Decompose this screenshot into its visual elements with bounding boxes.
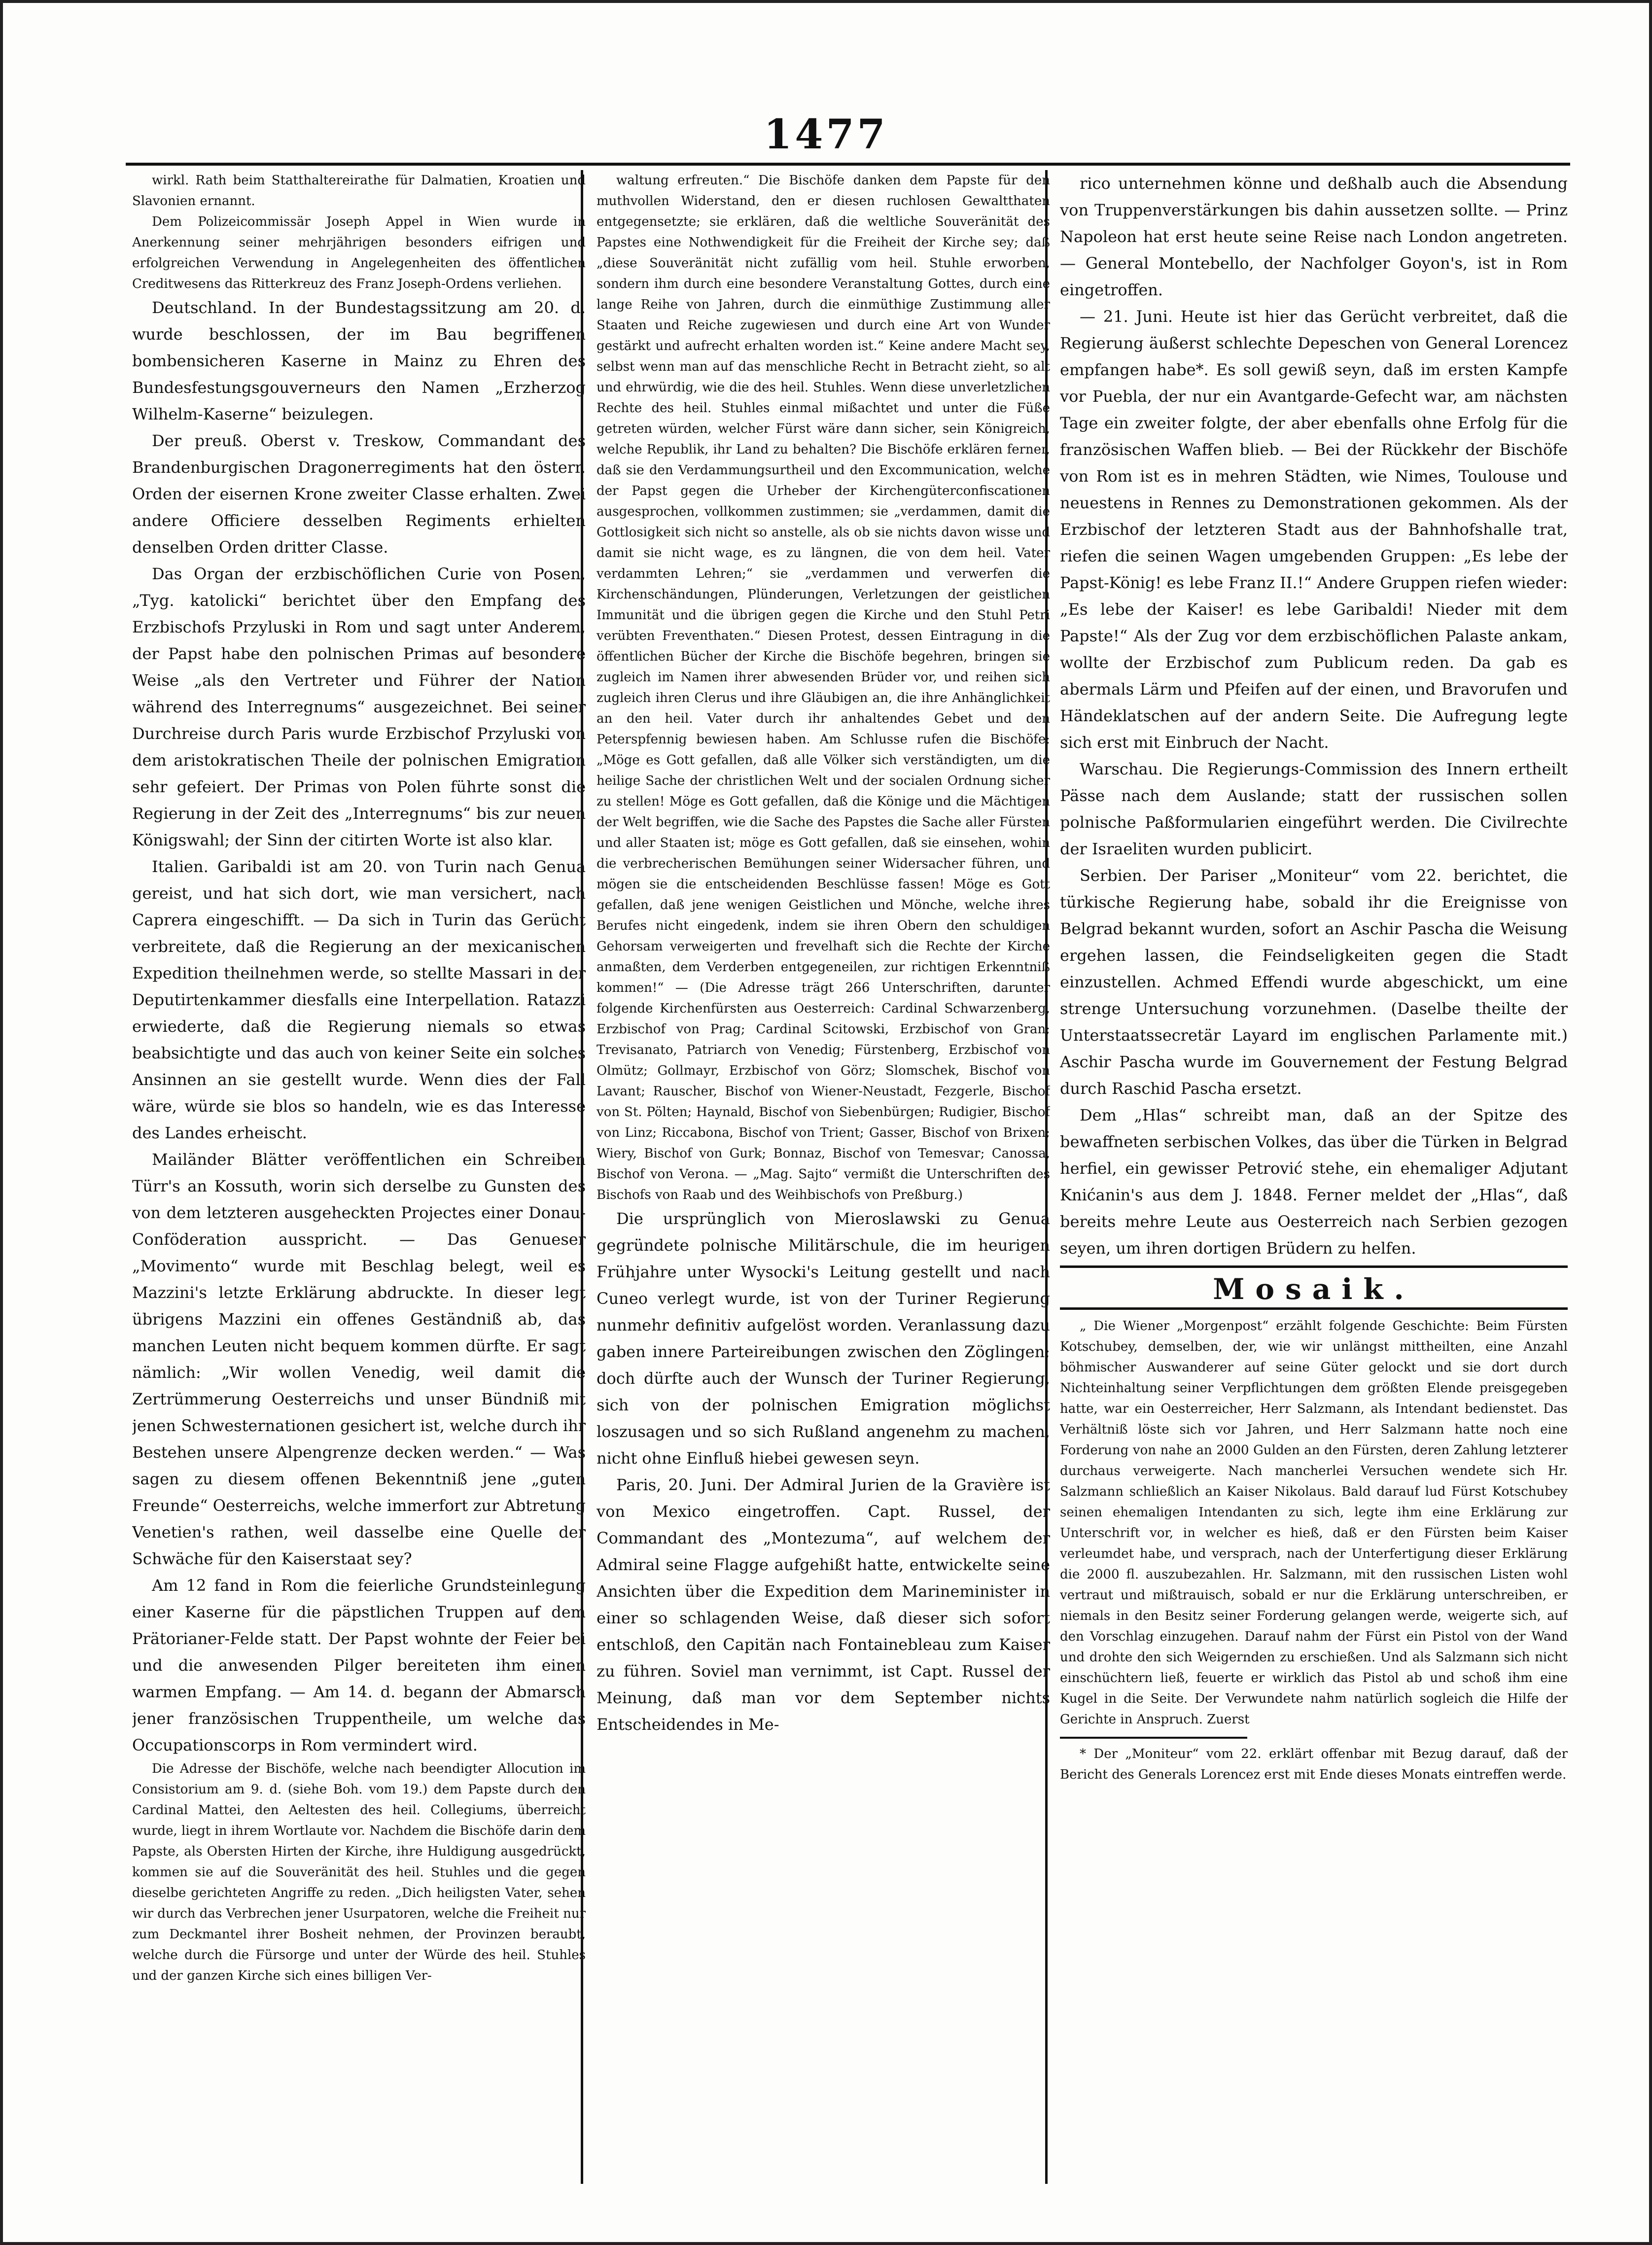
article-paragraph: Italien. Garibaldi ist am 20. von Turin nach Genua gereist, und hat sich dort, wie man versichert, nach Caprera eingeschifft. — Da sich in Turin das Gerücht verbreitete, daß die Regierung an der mexicanischen Expedition theilnehmen werde, so stellte Massari in der Deputirtenkammer diesfalls eine Interpellation. Ratazzi erwiederte, daß die Regierung niemals so etwas beabsichtigte und das auch von keiner Seite ein solches Ansinnen an sie gestellt wurde. Wenn dies der Fall wäre, würde sie blos so handeln, wie es das Interesse des Landes erheischt. [132, 857, 586, 1142]
article-paragraph: Am 12 fand in Rom die feierliche Grundsteinlegung einer Kaserne für die päpstlichen Truppen auf dem Prätorianer-Felde statt. Der Papst wohnte der Feier bei und die anwesenden Pilger bereiteten ihm einen warmen Empfang. — Am 14. d. begann der Abmarsch jener französischen Truppentheile, um welche das Occupationscorps in Rom vermindert wird. [132, 1576, 586, 1754]
article-paragraph: Dem „Hlas“ schreibt man, daß an der Spitze des bewaffneten serbischen Volkes, das über die Türken in Belgrad herfiel, ein gewisser Petrović stehe, ein ehemaliger Adjutant Knićanin's aus dem J. 1848. Ferner meldet der „Hlas“, daß bereits mehre Leute aus Oesterreich nach Serbien gezogen seyen, um ihren dortigen Brüdern zu helfen. [1060, 1106, 1568, 1258]
section-rule [1060, 1265, 1568, 1268]
article-paragraph: Die ursprünglich von Mieroslawski zu Genua gegründete polnische Militärschule, die im heurigen Frühjahre unter Wysocki's Leitung gestellt und nach Cuneo verlegt wurde, ist von der Turiner Regierung nunmehr definitiv aufgelöst worden. Veranlassung dazu gaben innere Parteireibungen zwischen den Zöglingen; doch dürfte auch der Wunsch der Turiner Regierung, sich von der polnischen Emigration möglichst loszusagen und so sich Rußland angenehm zu machen, nicht ohne Einfluß hiebei gewesen seyn. [597, 1209, 1050, 1468]
page-number: 1477 [764, 111, 888, 158]
section-rule [1060, 1307, 1568, 1310]
article-paragraph: Der preuß. Oberst v. Treskow, Commandant des Brandenburgischen Dragonerregiments hat den österr. Orden der eisernen Krone zweiter Classe erhalten. Zwei andere Officiere desselben Regiments erhielten denselben Orden dritter Classe. [132, 431, 586, 557]
article-paragraph: Paris, 20. Juni. Der Admiral Jurien de la Gravière ist von Mexico eingetroffen. Capt. Russel, der Commandant des „Montezuma“, auf welchem der Admiral seine Flagge aufgehißt hatte, entwickelte seine Ansichten über die Expedition dem Marineminister in einer so schlagenden Weise, daß dieser sich sofort entschloß, den Capitän nach Fontainebleau zum Kaiser zu führen. Soviel man vernimmt, ist Capt. Russel der Meinung, daß man vor dem September nichts Entscheidendes in Me- [597, 1475, 1050, 1734]
article-paragraph: wirkl. Rath beim Statthaltereirathe für Dalmatien, Kroatien und Slavonien ernannt. [132, 173, 586, 209]
article-paragraph: Das Organ der erzbischöflichen Curie von Posen, „Tyg. katolicki“ berichtet über den Empfang des Erzbischofs Przyluski in Rom und sagt unter Anderem, der Papst habe den polnischen Primas auf besondere Weise „als den Vertreter und Führer der Nation während des Interregnums“ ausgezeichnet. Bei seiner Durchreise durch Paris wurde Erzbischof Przyluski von dem aristokratischen Theile der polnischen Emigration sehr gefeiert. Der Primas von Polen führte sonst die Regierung in der Zeit des „Interregnums“ bis zur neuen Königswahl; der Sinn der citirten Worte ist also klar. [132, 564, 586, 849]
article-paragraph: Serbien. Der Pariser „Moniteur“ vom 22. berichtet, die türkische Regierung habe, sobald ihr die Ereignisse von Belgrad bekannt wurden, sofort an Aschir Pascha die Weisung ergehen lassen, die Feindseligkeiten gegen die Stadt einzustellen. Achmed Effendi wurde abgeschickt, um eine strenge Untersuchung vorzunehmen. (Daselbe theilte der Unterstaatssecretär Layard im englischen Parlamente mit.) Aschir Pascha wurde im Gouvernement der Festung Belgrad durch Raschid Pascha ersetzt. [1060, 866, 1568, 1098]
article-paragraph: waltung erfreuten.“ Die Bischöfe danken dem Papste für den muthvollen Widerstand, den er diesen ruchlosen Gewaltthaten entgegensetzte; sie erklären, daß die weltliche Souveränität des Papstes eine Nothwendigkeit für die Freiheit der Kirche sey; daß „diese Souveränität nicht zufällig vom heil. Stuhle erworben, sondern ihm durch eine besondere Veranstaltung Gottes, durch eine lange Reihe von Jahren, durch die einmüthige Zustimmung aller Staaten und Reiche zugewiesen und durch eine Art von Wunder gestärkt und aufrecht erhalten worden ist.“ Keine andere Macht sey, selbst wenn man auf das menschliche Recht in Betracht zieht, so alt und ehrwürdig, wie die des heil. Stuhles. Wenn diese unverletzlichen Rechte des heil. Stuhles einmal mißachtet und unter die Füße getreten würden, welcher Fürst wäre dann sicher, sein Königreich, welche Republik, ihr Land zu behalten? Die Bischöfe erklären ferner, daß sie den Verdammungsurtheil und den Excommunication, welche der Papst gegen die Urheber der Kirchengüterconfiscationen ausgesprochen, vollkommen zustimmen; sie „verdammen, damit die Gottlosigkeit sich nicht so anstelle, als ob sie nichts davon wisse und damit sie nicht wage, es zu längnen, die von dem heil. Vater verdammten Lehren;“ sie „verdammen und verwerfen die Kirchenschändungen, Plünderungen, Verletzungen der geistlichen Immunität und die übrigen gegen die Kirche und den Stuhl Petri verübten Freventhaten.“ Diesen Protest, dessen Eintragung in die öffentlichen Bücher der Kirche die Bischöfe begehren, bringen sie zugleich im Namen ihrer abwesenden Brüder vor, und reihen sich zugleich ihren Clerus und ihre Gläubigen an, die ihre Anhänglichkeit an den heil. Vater durch ihr anhaltendes Gebet und den Peterspfennig bewiesen haben. Am Schlusse rufen die Bischöfe: „Möge es Gott gefallen, daß alle Völker sich verständigten, um die heilige Sache der christlichen Welt und der socialen Ordnung sicher zu stellen! Möge es Gott gefallen, daß die Könige und die Mächtigen der Welt begriffen, wie die Sache des Papstes die Sache aller Fürsten und aller Staaten ist; möge es Gott gefallen, daß sie einsehen, wohin die verbrecherischen Bemühungen seiner Widersacher führen, und mögen sie die entscheidenden Beschlüsse fassen! Möge es Gott gefallen, daß jene wenigen Geistlichen und Mönche, welche ihres Berufes nicht eingedenk, indem sie ihren Obern den schuldigen Gehorsam verweigerten und frevelhaft sich die Rechte der Kirche anmaßten, dem Verderben entgegeneilen, zur richtigen Erkenntniß kommen!“ — (Die Adresse trägt 266 Unterschriften, darunter folgende Kirchenfürsten aus Oesterreich: Cardinal Schwarzenberg, Erzbischof von Prag; Cardinal Scitowski, Erzbischof von Gran; Trevisanato, Patriarch von Venedig; Fürstenberg, Erzbischof von Olmütz; Gollmayr, Erzbischof von Görz; Slomschek, Bischof von Lavant; Rauscher, Bischof von Wiener-Neustadt, Fezgerle, Bischof von St. Pölten; Haynald, Bischof von Siebenbürgen; Rudigier, Bischof von Linz; Riccabona, Bischof von Trient; Gasser, Bischof von Brixen; Wiery, Bischof von Gurk; Bonnaz, Bischof von Temesvar; Canossa, Bischof von Verona. — „Mag. Sajto“ vermißt die Unterschriften des Bischofs von Raab und des Weihbischofs von Preßburg.) [597, 173, 1050, 1202]
article-paragraph: Warschau. Die Regierungs-Commission des Innern ertheilt Pässe nach dem Auslande; statt der russischen sollen polnische Paßformularien eingeführt werden. Die Civilrechte der Israeliten wurden publicirt. [1060, 760, 1568, 858]
section-title: Mosaik. [1213, 1272, 1415, 1306]
article-paragraph: Dem Polizeicommissär Joseph Appel in Wien wurde in Anerkennung seiner mehrjährigen besonders eifrigen und erfolgreichen Verwendung in Angelegenheiten des öffentlichen Creditwesens das Ritterkreuz des Franz Joseph-Ordens verliehen. [132, 214, 586, 291]
article-paragraph: „ Die Wiener „Morgenpost“ erzählt folgende Geschichte: Beim Fürsten Kotschubey, demselben, der, wie wir unlängst mittheilten, eine Anzahl böhmischer Auswanderer auf seine Güter gelockt und sie dort durch Nichteinhaltung seiner Verpflichtungen dem größten Elende preisgegeben hatte, war ein Oesterreicher, Herr Salzmann, als Intendant bedienstet. Das Verhältniß löste sich vor Jahren, und Herr Salzmann hatte noch eine Forderung von nahe an 2000 Gulden an den Fürsten, deren Zahlung letzterer durchaus verweigerte. Nach mancherlei Versuchen wendete sich Hr. Salzmann schließlich an Kaiser Nikolaus. Bald darauf lud Fürst Kotschubey seinen ehemaligen Intendanten zu sich, legte ihm eine Erklärung zur Unterschrift vor, in welcher es hieß, daß er den Fürsten beim Kaiser verleumdet habe, und versprach, nach der Unterfertigung dieser Erklärung die 2000 fl. auszubezahlen. Hr. Salzmann, mit den russischen Listen wohl vertraut und mißtrauisch, sobald er nur die Erklärung unterschreiben, er niemals in den Besitz seiner Forderung gelangen werde, weigerte sich, auf den Vorschlag einzugehen. Darauf nahm der Fürst ein Pistol von der Wand und drohte den sich Weigernden zu erschießen. Und als Salzmann sich nicht einschüchtern ließ, feuerte er wirklich das Pistol ab und schoß ihm eine Kugel in die Seite. Der Verwundete nahm natürlich sogleich die Hilfe der Gerichte in Anspruch. Zuerst [1060, 1319, 1568, 1727]
article-paragraph: rico unternehmen könne und deßhalb auch die Absendung von Truppenverstärkungen bis dahin aussetzen sollte. — Prinz Napoleon hat erst heute seine Reise nach London angetreten. — General Montebello, der Nachfolger Goyon's, ist in Rom eingetroffen. [1060, 174, 1568, 299]
column-3 [1060, 170, 1568, 2181]
article-paragraph: Mailänder Blätter veröffentlichen ein Schreiben Türr's an Kossuth, worin sich derselbe zu Gunsten des von dem letzteren ausgeheckten Projectes einer Donau-Conföderation ausspricht. — Das Genueser „Movimento“ wurde mit Beschlag belegt, weil es Mazzini's letzte Erklärung abdruckte. In dieser legt übrigens Mazzini ein offenes Geständniß ab, das manchen Leuten nicht bequem kommen dürfte. Er sagt nämlich: „Wir wollen Venedig, weil damit die Zertrümmerung Oesterreichs und unser Bündniß mit jenen Schwesternationen gesichert ist, welche durch ihr Bestehen unsere Alpengrenze decken werden.“ — Was sagen zu diesem offenen Bekenntniß jene „guten Freunde“ Oesterreichs, welche immerfort zur Abtretung Venetien's rathen, weil dasselbe eine Quelle der Schwäche für den Kaiserstaat sey? [132, 1150, 586, 1568]
article-paragraph: Deutschland. In der Bundestagssitzung am 20. d. wurde beschlossen, der im Bau begriffenen bombensicheren Kaserne in Mainz zu Ehren des Bundesfestungsgouverneurs den Namen „Erzherzog Wilhelm-Kaserne“ beizulegen. [132, 298, 586, 423]
footnote: * Der „Moniteur“ vom 22. erklärt offenbar mit Bezug darauf, daß der Bericht des Generals Lorencez erst mit Ende dieses Monats eintreffen werde. [1060, 1747, 1568, 1782]
header-rule [126, 163, 1570, 166]
footnote-rule [1060, 1737, 1247, 1739]
article-paragraph: Die Adresse der Bischöfe, welche nach beendigter Allocution im Consistorium am 9. d. (siehe Boh. vom 19.) dem Papste durch den Cardinal Mattei, den Aeltesten des heil. Collegiums, überreicht wurde, liegt in ihrem Wortlaute vor. Nachdem die Bischöfe darin dem Papste, als Obersten Hirten der Kirche, ihre Huldigung ausgedrückt, kommen sie auf die Souveränität des heil. Stuhles und die gegen dieselbe gerichteten Angriffe zu reden. „Dich heiligsten Vater, sehen wir durch das Verbrechen jener Usurpatoren, welche die Freiheit nur zum Deckmantel ihrer Bosheit nehmen, der Provinzen beraubt, welche durch die Fürsorge und unter der Würde des heil. Stuhles und der ganzen Kirche sich eines billigen Ver- [132, 1761, 586, 1983]
column-1 [132, 170, 586, 2181]
column-2 [597, 170, 1050, 2181]
article-paragraph: — 21. Juni. Heute ist hier das Gerücht verbreitet, daß die Regierung äußerst schlechte Depeschen von General Lorencez empfangen habe*. Es soll gewiß seyn, daß im ersten Kampfe vor Puebla, der nur ein Avantgarde-Gefecht war, am nächsten Tage ein zweiter folgte, der aber ebenfalls ohne Erfolg für die französischen Waffen blieb. — Bei der Rückkehr der Bischöfe von Rom ist es in mehren Städten, wie Nimes, Toulouse und neuestens in Rennes zu Demonstrationen gekommen. Als der Erzbischof der letzteren Stadt aus der Bahnhofshalle trat, riefen die seinen Wagen umgebenden Gruppen: „Es lebe der Papst-König! es lebe Franz II.!“ Andere Gruppen riefen wieder: „Es lebe der Kaiser! es lebe Garibaldi! Nieder mit dem Papste!“ Als der Zug vor dem erzbischöflichen Palaste ankam, wollte der Erzbischof zum Publicum reden. Da gab es abermals Lärm und Pfeifen auf der einen, und Bravorufen und Händeklatschen auf der andern Seite. Die Aufregung legte sich erst mit Einbruch der Nacht. [1060, 307, 1568, 752]
